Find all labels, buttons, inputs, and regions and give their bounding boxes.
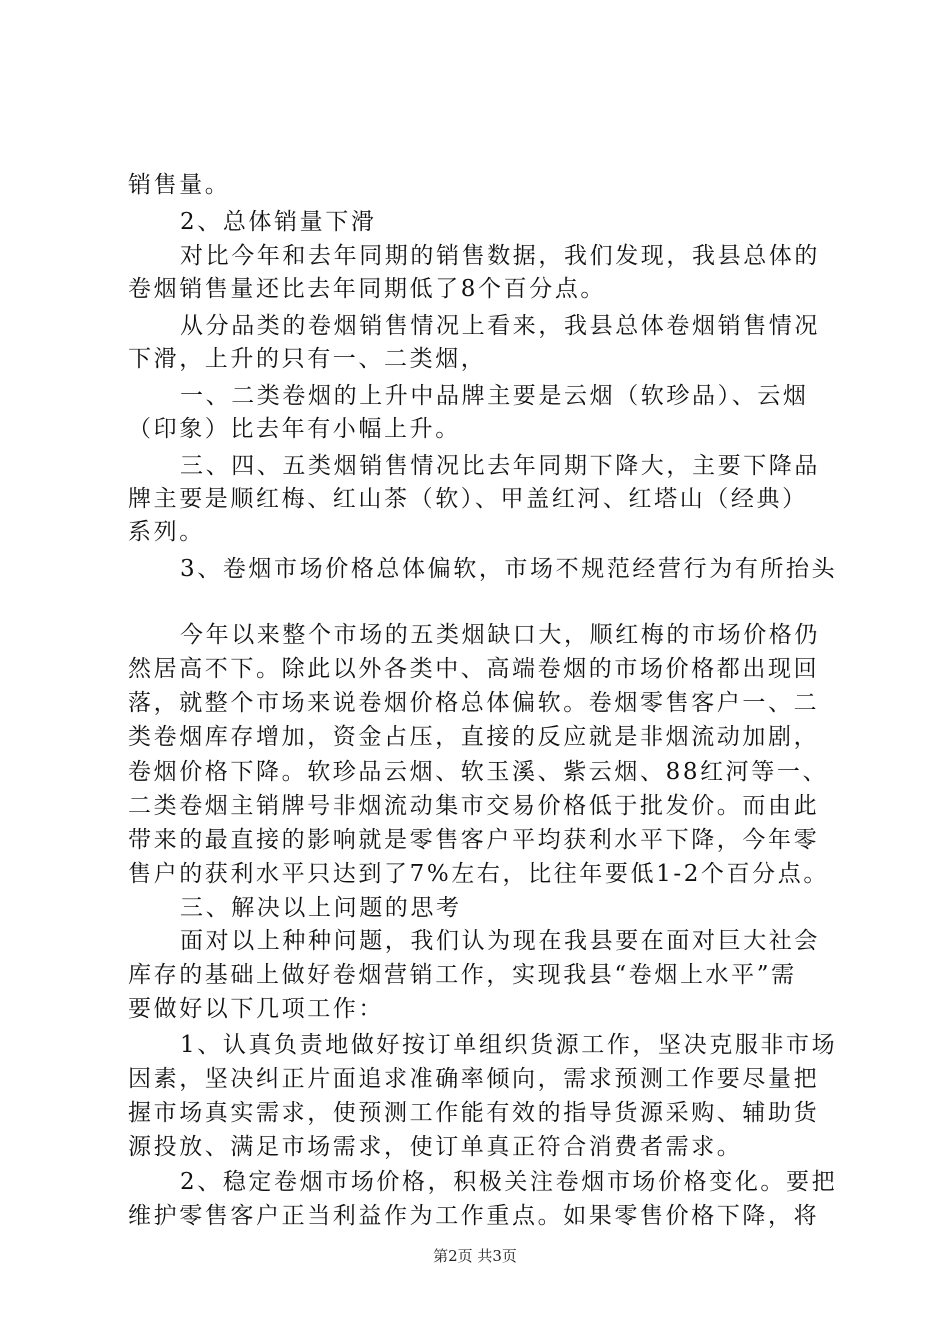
text-line: 因素，坚决纠正片面追求准确率倾向，需求预测工作要尽量把 [128,1066,820,1092]
text-line: 二类卷烟主销牌号非烟流动集市交易价格低于批发价。而由此 [128,793,820,819]
text-line: 从分品类的卷烟销售情况上看来，我县总体卷烟销售情况 [180,313,820,339]
text-line: 库存的基础上做好卷烟营销工作，实现我县“卷烟上水平”需 [128,962,797,988]
text-line: 对比今年和去年同期的销售数据，我们发现，我县总体的 [180,243,820,269]
text-line: 1、认真负责地做好按订单组织货源工作，坚决克服非市场 [180,1032,838,1058]
text-line: 握市场真实需求，使预测工作能有效的指导货源采购、辅助货 [128,1100,820,1126]
text-line: 系列。 [128,519,205,545]
text-line: 卷烟价格下降。软珍品云烟、软玉溪、紫云烟、88红河等一、 [128,759,829,785]
text-line: 销售量。 [128,172,231,198]
text-line: 类卷烟库存增加，资金占压，直接的反应就是非烟流动加剧， [128,724,820,750]
text-line: 三、四、五类烟销售情况比去年同期下降大，主要下降品 [180,453,820,479]
text-line: 下滑，上升的只有一、二类烟， [128,346,487,372]
text-line: 牌主要是顺红梅、红山茶（软）、甲盖红河、红塔山（经典） [128,486,808,512]
text-line: 卷烟销售量还比去年同期低了8个百分点。 [128,276,607,302]
text-line: 面对以上种种问题，我们认为现在我县要在面对巨大社会 [180,928,820,954]
text-line: 要做好以下几项工作： [128,996,384,1022]
text-line: 维护零售客户正当利益作为工作重点。如果零售价格下降，将 [128,1203,820,1229]
text-line: 一、二类卷烟的上升中品牌主要是云烟（软珍品）、云烟 [180,383,809,409]
section-heading: 3、卷烟市场价格总体偏软，市场不规范经营行为有所抬头 [180,556,838,582]
text-line: 2、稳定卷烟市场价格，积极关注卷烟市场价格变化。要把 [180,1169,838,1195]
text-line: 今年以来整个市场的五类烟缺口大，顺红梅的市场价格仍 [180,622,820,648]
page-footer: 第2页 共3页 [433,1247,517,1265]
text-line: 然居高不下。除此以外各类中、高端卷烟的市场价格都出现回 [128,656,820,682]
text-line: 落，就整个市场来说卷烟价格总体偏软。卷烟零售客户一、二 [128,690,820,716]
text-line: 源投放、满足市场需求，使订单真正符合消费者需求。 [128,1134,743,1160]
text-line: （印象）比去年有小幅上升。 [128,416,461,442]
text-line: 带来的最直接的影响就是零售客户平均获利水平下降，今年零 [128,827,820,853]
section-heading: 三、解决以上问题的思考 [180,895,462,921]
text-line: 售户的获利水平只达到了7%左右，比往年要低1-2个百分点。 [128,861,829,887]
section-heading: 2、总体销量下滑 [180,209,377,235]
